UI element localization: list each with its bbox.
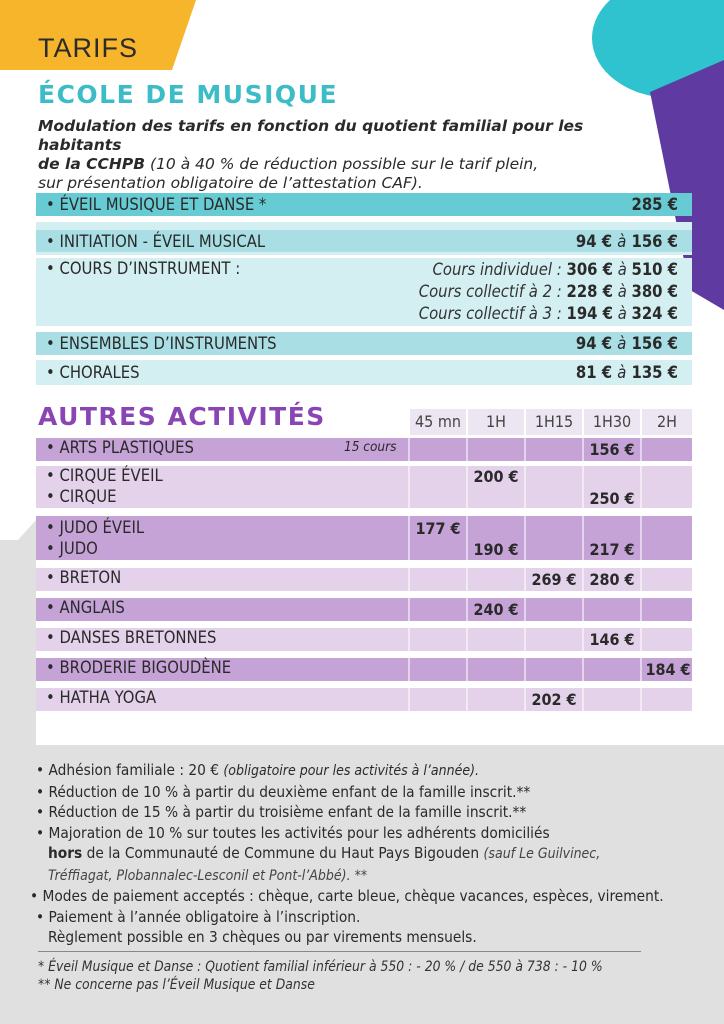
footnote-2: ** Ne concerne pas l’Éveil Musique et Danse — [38, 977, 315, 993]
row-price: 81 € à 135 € — [575, 363, 678, 382]
instrument-option: Cours collectif à 2 : 228 € à 380 € — [418, 282, 678, 301]
row-label: • INITIATION - ÉVEIL MUSICAL — [46, 231, 266, 251]
instrument-option: Cours collectif à 3 : 194 € à 324 € — [418, 304, 678, 323]
cell-cirque-eveil-1h: 200 € — [473, 467, 519, 486]
cell-yoga-1h15: 202 € — [531, 690, 577, 709]
col-header-1h15: 1H15 — [526, 409, 582, 435]
row-label: • ÉVEIL MUSIQUE ET DANSE * — [46, 195, 267, 214]
ecole-intro — [38, 117, 638, 193]
ecole-row-instrument — [36, 258, 692, 326]
cell-breton-1h15: 269 € — [531, 570, 577, 589]
row-label: • COURS D’INSTRUMENT : — [46, 259, 241, 278]
col-header-2h: 2H — [642, 409, 692, 435]
cell-anglais-1h: 240 € — [473, 600, 519, 619]
cell-arts-1h30: 156 € — [589, 440, 635, 459]
cell-cirque-1h30: 250 € — [589, 489, 635, 508]
footnote-1: * Éveil Musique et Danse : Quotient familial inférieur à 550 : - 20 % / de 550 à 738 : - 10 % — [38, 959, 603, 975]
cell-broderie-2h: 184 € — [645, 660, 691, 679]
note-annee-2: Règlement possible en 3 chèques ou par virements mensuels. — [48, 928, 477, 946]
notes-section — [30, 760, 696, 948]
note-reduc15: • Réduction de 15 % à partir du troisième enfant de la famille inscrit.** — [36, 803, 527, 821]
cell-judo-1h: 190 € — [473, 540, 519, 559]
col-header-1h30: 1H30 — [584, 409, 640, 435]
row-label: • CHORALES — [46, 363, 140, 382]
table-row: • HATHA YOGA — [36, 688, 692, 711]
ecole-row-chorales — [36, 360, 692, 385]
col-divider — [408, 409, 410, 711]
note-adhesion: • Adhésion familiale : 20 € (obligatoire pour les activités à l’année). — [36, 761, 479, 779]
footnotes — [38, 958, 603, 994]
table-row: • BRETON — [36, 568, 692, 591]
col-divider — [524, 409, 526, 711]
ecole-row-ensembles — [36, 332, 692, 355]
table-row: • DANSES BRETONNES — [36, 628, 692, 651]
ecole-musique-title: ÉCOLE DE MUSIQUE — [38, 80, 339, 109]
cell-judo-eveil-45: 177 € — [415, 519, 461, 538]
col-header-45mn: 45 mn — [410, 409, 466, 435]
row-price: 285 € — [631, 195, 678, 214]
footnote-divider — [38, 951, 641, 952]
intro-line-1: Modulation des tarifs en fonction du quotient familial pour les habitants — [38, 117, 584, 154]
cell-breton-1h30: 280 € — [589, 570, 635, 589]
ecole-row-eveil — [36, 193, 692, 216]
intro-line-2: (10 à 40 % de réduction possible sur le tarif plein, — [145, 155, 539, 173]
cell-judo-1h30: 217 € — [589, 540, 635, 559]
note-paiement: • Modes de paiement acceptés : chèque, carte bleue, chèque vacances, espèces, virement. — [30, 887, 664, 905]
table-row: • BRODERIE BIGOUDÈNE — [36, 658, 692, 681]
note-15-cours: 15 cours — [344, 439, 397, 455]
col-header-1h: 1H — [468, 409, 524, 435]
ecole-row-initiation — [36, 230, 692, 252]
autres-activites-title: AUTRES ACTIVITÉS — [38, 402, 326, 431]
table-row-group: • CIRQUE ÉVEIL • CIRQUE — [36, 466, 692, 508]
note-majoration-2: hors de la Communauté de Commune du Haut Pays Bigouden (sauf Le Guilvinec, — [48, 844, 601, 862]
intro-line-3: sur présentation obligatoire de l’attestation CAF). — [38, 174, 423, 192]
col-divider — [466, 409, 468, 711]
note-majoration-3: Tréffiagat, Plobannalec-Lesconil et Pont-l’Abbé). ** — [48, 867, 368, 884]
row-price: 94 € à 156 € — [575, 334, 678, 353]
note-annee: • Paiement à l’année obligatoire à l’inscription. — [36, 907, 361, 926]
table-row: • ANGLAIS — [36, 598, 692, 621]
instrument-option: Cours individuel : 306 € à 510 € — [432, 260, 678, 279]
row-label: • ENSEMBLES D’INSTRUMENTS — [46, 334, 277, 353]
cell-danses-1h30: 146 € — [589, 630, 635, 649]
note-reduc10: • Réduction de 10 % à partir du deuxième enfant de la famille inscrit.** — [36, 782, 531, 801]
table-row-group: • JUDO ÉVEIL • JUDO — [36, 516, 692, 560]
page-title: TARIFS — [38, 33, 138, 63]
row-price: 94 € à 156 € — [575, 231, 678, 251]
intro-cchpb: de la CCHPB — [38, 155, 146, 173]
note-majoration: • Majoration de 10 % sur toutes les activités pour les adhérents domiciliés — [36, 823, 550, 842]
table-row: • ARTS PLASTIQUES 15 cours — [36, 438, 692, 461]
